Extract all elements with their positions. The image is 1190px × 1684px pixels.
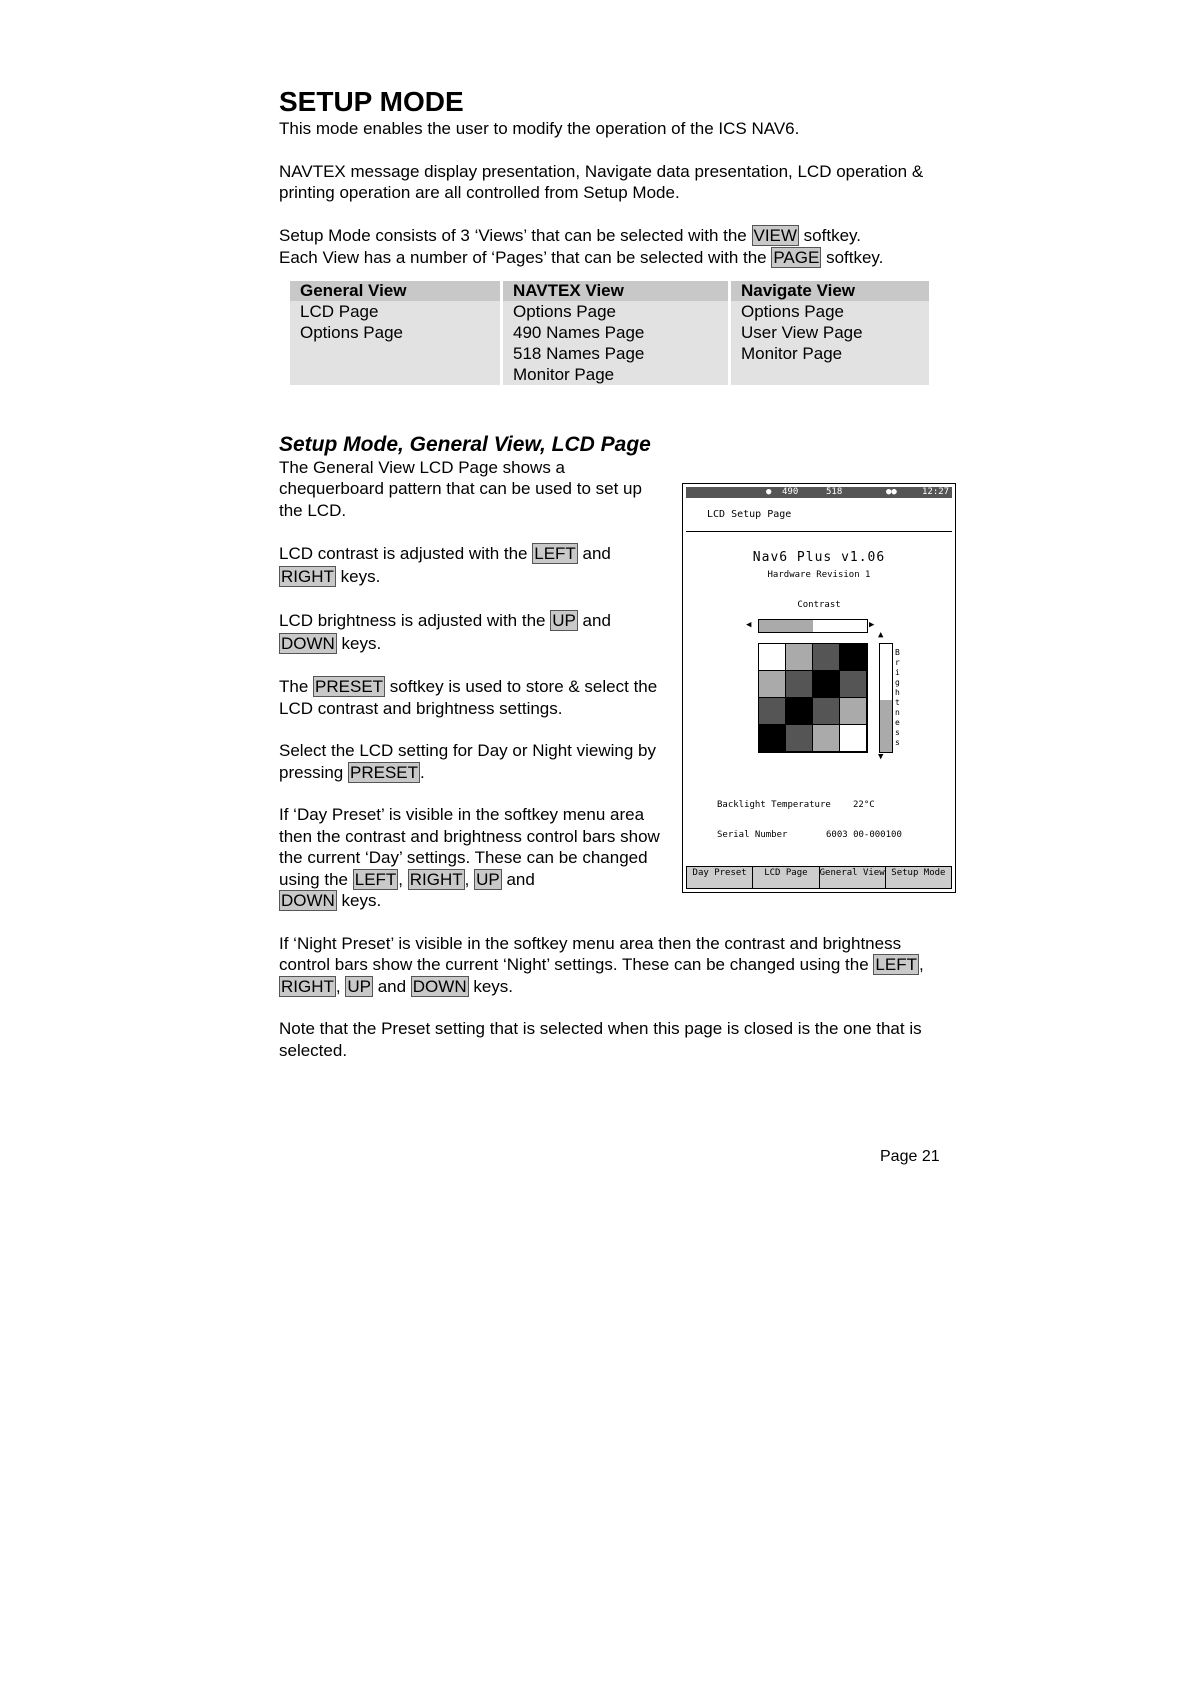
list-item: 518 Names Page: [513, 343, 645, 363]
status-518: 518: [826, 487, 843, 497]
table-header: General View: [290, 281, 500, 301]
left-key: LEFT: [354, 869, 397, 889]
down-key: DOWN: [412, 976, 467, 996]
lcd-intro: The General View LCD Page shows a chequerboard pattern that can be used to set up the LCD.: [279, 457, 642, 520]
left-arrow-icon: ◀: [746, 620, 752, 630]
right-key: RIGHT: [409, 869, 463, 889]
page-key: PAGE: [773, 248, 820, 267]
product-name: Nav6 Plus v1.06: [752, 550, 886, 565]
checker-cell: [759, 725, 785, 751]
softkey-setup-mode: Setup Mode: [886, 867, 951, 888]
up-arrow-icon: ▲: [878, 630, 884, 640]
serial-label: Serial Number: [717, 830, 788, 840]
right-key: RIGHT: [281, 567, 334, 586]
up-key: UP: [552, 611, 576, 630]
backlight-value: 22°C: [853, 800, 875, 810]
views-paragraph: Setup Mode consists of 3 ‘Views’ that can be selected with the VIEW softkey.: [279, 225, 861, 245]
checker-cell: [813, 644, 839, 670]
down-key: DOWN: [281, 891, 335, 910]
contrast-label: Contrast: [797, 600, 841, 610]
select-paragraph: Select the LCD setting for Day or Night viewing by pressing PRESET .: [279, 741, 657, 782]
note-paragraph: Note that the Preset setting that is selected when this page is closed is the one that is selected.: [279, 1019, 922, 1060]
control-paragraph: NAVTEX message display presentation, Navigate data presentation, LCD operation & printing operation are all controlled from Setup Mode.: [279, 161, 924, 202]
down-arrow-icon: ▼: [878, 752, 884, 762]
table-header: NAVTEX View: [500, 281, 728, 301]
preset-key: PRESET: [349, 762, 419, 782]
list-item: Monitor Page: [741, 343, 843, 363]
status-490: 490: [782, 487, 799, 497]
checker-cell: [759, 671, 785, 697]
status-bar: [686, 487, 952, 498]
brightness-paragraph: LCD brightness is adjusted with the UP and DOWN keys.: [279, 611, 611, 653]
checker-cell: [759, 698, 785, 724]
right-arrow-icon: ▶: [869, 620, 875, 630]
checker-cell: [840, 644, 866, 670]
chequerboard: [758, 643, 868, 753]
pages-paragraph: Each View has a number of ‘Pages’ that can be selected with the PAGE softkey.: [279, 248, 884, 267]
backlight-label: Backlight Temperature: [717, 800, 831, 810]
page-number: Page 21: [880, 1148, 940, 1165]
brightness-label: Brightness: [895, 648, 900, 747]
indicator-icon: ●: [766, 487, 772, 497]
left-key: LEFT: [875, 955, 917, 974]
left-key: LEFT: [534, 544, 576, 563]
checker-cell: [786, 671, 812, 697]
softkey-day-preset: Day Preset: [687, 867, 752, 888]
intro-text: This mode enables the user to modify the operation of the ICS NAV6.: [279, 119, 800, 138]
softkey-lcd-page: LCD Page: [753, 867, 818, 888]
status-time: 12:27: [922, 487, 950, 497]
section-title: Setup Mode, General View, LCD Page: [279, 432, 651, 456]
views-table: [290, 281, 929, 385]
up-key: UP: [347, 976, 371, 996]
up-key: UP: [476, 869, 500, 889]
day-paragraph: If ‘Day Preset’ is visible in the softkey menu area then the contrast and brightness control bars show the current ‘Day’ settings. These can be changed using the LEFT , RIGHT , UP and DOWN keys.: [279, 805, 660, 910]
checker-cell: [786, 644, 812, 670]
checker-cell: [840, 725, 866, 751]
preset-paragraph: The PRESET softkey is used to store & select the LCD contrast and brightness settings.: [279, 677, 658, 718]
lcd-page-title: LCD Setup Page: [707, 509, 792, 520]
checker-cell: [813, 671, 839, 697]
softkey-bar: [686, 866, 952, 889]
hardware-revision: Hardware Revision 1: [767, 570, 871, 580]
table-cell: [728, 301, 929, 385]
checker-cell: [840, 698, 866, 724]
page-title: SETUP MODE: [279, 86, 464, 117]
list-item: Options Page: [300, 322, 404, 342]
table-cell: [290, 301, 500, 385]
indicator-icon: ●●: [886, 487, 897, 497]
list-item: User View Page: [741, 322, 863, 342]
night-paragraph: If ‘Night Preset’ is visible in the softkey menu area then the contrast and brightness control bars show the current ‘Night’ settings. These can be changed using the LEFT , RIGHT , UP and DOWN keys.: [279, 933, 924, 996]
right-key: RIGHT: [281, 976, 334, 996]
view-key: VIEW: [753, 225, 797, 245]
table-cell: [500, 301, 728, 385]
checker-cell: [813, 698, 839, 724]
checker-cell: [786, 698, 812, 724]
list-item: Options Page: [741, 301, 845, 321]
contrast-bar: [758, 619, 868, 633]
table-header: Navigate View: [728, 281, 929, 301]
list-item: 490 Names Page: [513, 322, 645, 342]
checker-cell: [759, 644, 785, 670]
serial-value: 6003 00-000100: [826, 830, 902, 840]
list-item: LCD Page: [300, 301, 379, 321]
preset-key: PRESET: [315, 677, 384, 696]
checker-cell: [786, 725, 812, 751]
down-key: DOWN: [281, 634, 335, 653]
checker-cell: [813, 725, 839, 751]
brightness-bar: [879, 643, 893, 753]
lcd-screenshot: [682, 483, 956, 893]
checker-cell: [840, 671, 866, 697]
contrast-paragraph: LCD contrast is adjusted with the LEFT and RIGHT keys.: [279, 544, 611, 586]
list-item: Monitor Page: [513, 364, 615, 384]
softkey-general-view: General View: [820, 867, 885, 888]
list-item: Options Page: [513, 301, 617, 321]
